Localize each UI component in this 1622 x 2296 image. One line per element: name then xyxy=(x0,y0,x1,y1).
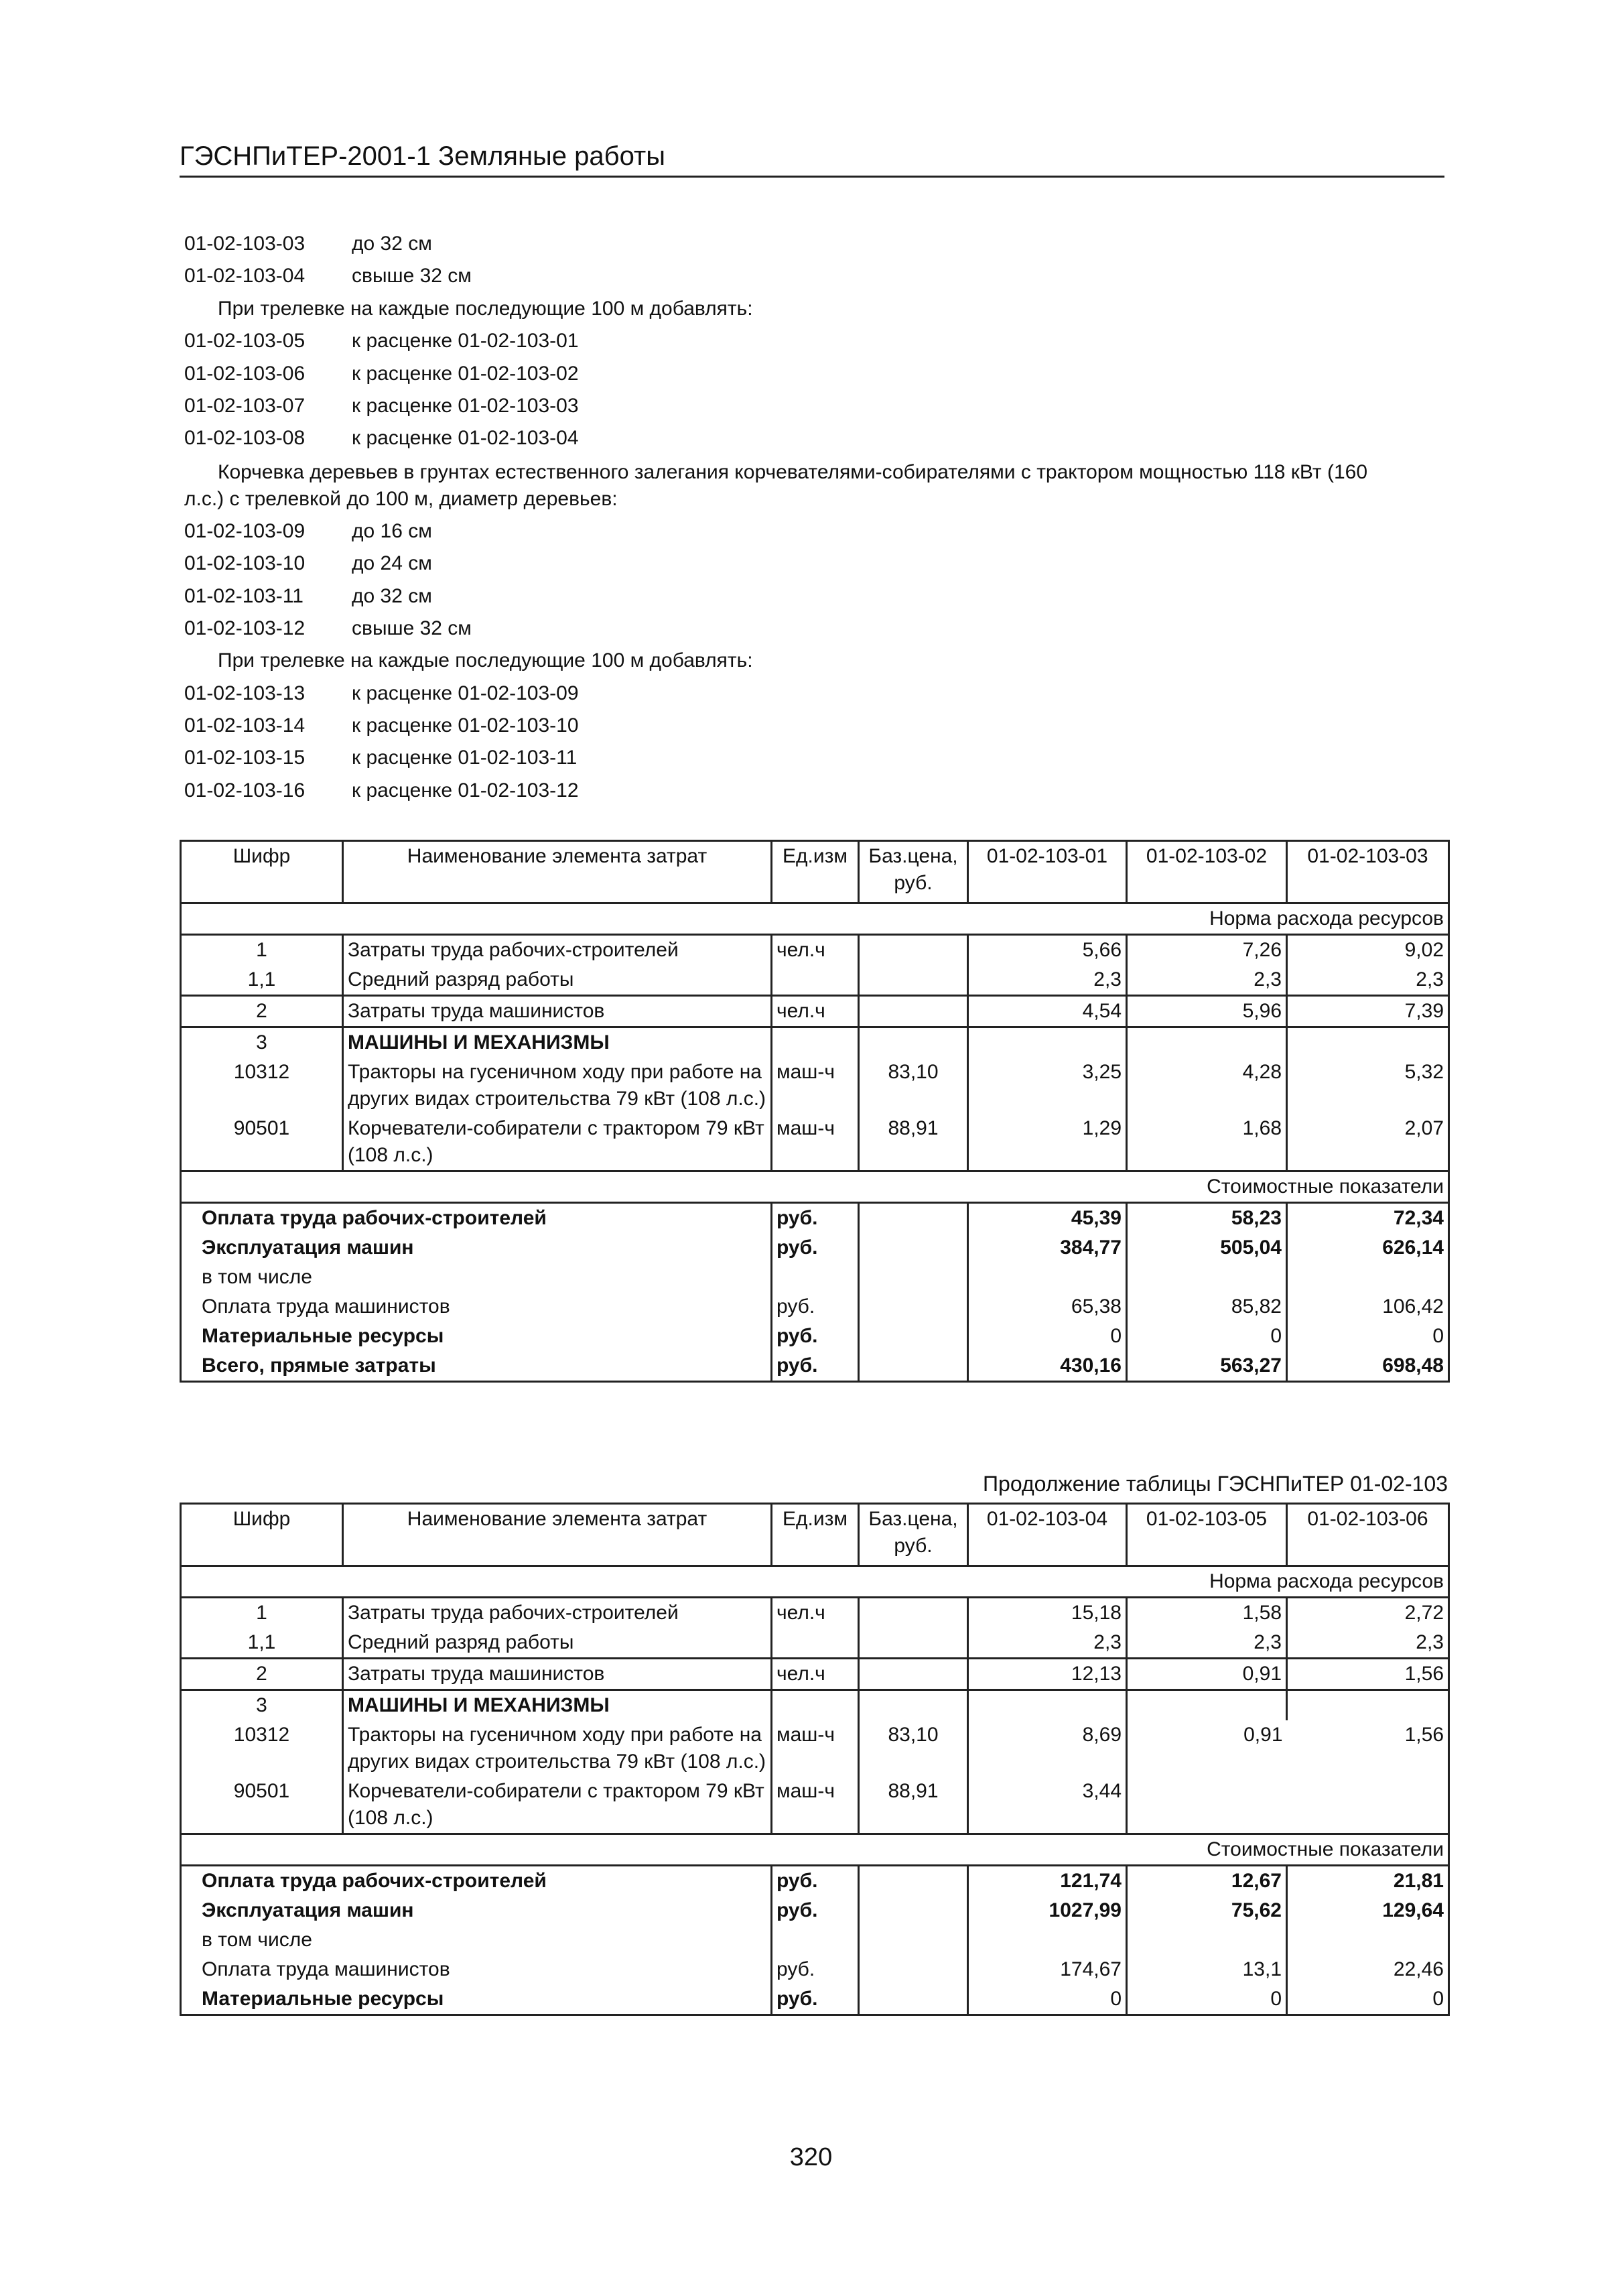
trelevka-note: При трелевке на каждые последующие 100 м добавлять: xyxy=(218,297,753,320)
cost-row: в том числе xyxy=(181,1925,1449,1955)
col-header-code: 01-02-103-04 xyxy=(968,1504,1127,1566)
list-item: 01-02-103-09 до 16 см xyxy=(184,519,432,542)
list-item: 01-02-103-12 свыше 32 см xyxy=(184,617,472,639)
continuation-caption: Продолжение таблицы ГЭСНПиТЕР 01-02-103 xyxy=(983,1472,1448,1496)
col-header-price: Баз.цена, руб. xyxy=(859,1504,968,1566)
col-header-code: 01-02-103-05 xyxy=(1127,1504,1287,1566)
list-item: 01-02-103-05 к расценке 01-02-103-01 xyxy=(184,330,579,353)
table-row: 90501 Корчеватели-собиратели с трактором 79 кВт (108 л.с.) маш-ч 88,91 3,44 xyxy=(181,1777,1449,1834)
col-header-price: Баз.цена, руб. xyxy=(859,841,968,903)
cost-label-row: Стоимостные показатели xyxy=(181,1834,1449,1866)
col-header-name: Наименование элемента затрат xyxy=(343,1504,772,1566)
table-row: 1 Затраты труда рабочих-строителей чел.ч 5,66 7,26 9,02 xyxy=(181,935,1449,966)
cost-row: Оплата труда машинистов руб. 65,38 85,82 106,42 xyxy=(181,1292,1449,1322)
col-header-code: 01-02-103-02 xyxy=(1127,841,1287,903)
table-row: 10312 Тракторы на гусеничном ходу при работе на других видах строительства 79 кВт (108 л.с.) маш-ч 83,10 8,69 0,91 1,56 xyxy=(181,1720,1449,1777)
table-row: 90501 Корчеватели-собиратели с трактором 79 кВт (108 л.с.) маш-ч 88,91 1,29 1,68 2,07 xyxy=(181,1114,1449,1171)
col-header-unit: Ед.изм xyxy=(772,841,859,903)
col-header-unit: Ед.изм xyxy=(772,1504,859,1566)
cost-row: Оплата труда рабочих-строителей руб. 121,74 12,67 21,81 xyxy=(181,1866,1449,1897)
table-row: 3 МАШИНЫ И МЕХАНИЗМЫ xyxy=(181,1027,1449,1058)
col-header-code: 01-02-103-03 xyxy=(1287,841,1449,903)
list-item: 01-02-103-07 к расценке 01-02-103-03 xyxy=(184,394,579,417)
norm-label-row: Норма расхода ресурсов xyxy=(181,903,1449,935)
cost-row: Оплата труда машинистов руб. 174,67 13,1 22,46 xyxy=(181,1955,1449,1984)
norm-table-2 xyxy=(180,1503,1448,2016)
list-item: 01-02-103-08 к расценке 01-02-103-04 xyxy=(184,427,579,450)
table-row: 1,1 Средний разряд работы 2,3 2,3 2,3 xyxy=(181,965,1449,996)
cost-row: Материальные ресурсы руб. 0 0 0 xyxy=(181,1984,1449,2015)
list-item: 01-02-103-15 к расценке 01-02-103-11 xyxy=(184,747,578,769)
norm-table-1 xyxy=(180,840,1448,1383)
norm-label-row: Норма расхода ресурсов xyxy=(181,1566,1449,1598)
col-header-shifr: Шифр xyxy=(181,841,343,903)
cost-row: Материальные ресурсы руб. 0 0 0 xyxy=(181,1322,1449,1351)
list-item: 01-02-103-10 до 24 см xyxy=(184,552,432,575)
table-row: 10312 Тракторы на гусеничном ходу при работе на других видах строительства 79 кВт (108 л.с.) маш-ч 83,10 3,25 4,28 5,32 xyxy=(181,1058,1449,1114)
page-header: ГЭСНПиТЕР-2001-1 Земляные работы xyxy=(180,139,1444,178)
list-item: 01-02-103-11 до 32 см xyxy=(184,584,432,607)
col-header-code: 01-02-103-01 xyxy=(968,841,1127,903)
list-item: 01-02-103-03 до 32 см xyxy=(184,233,432,255)
col-header-code: 01-02-103-06 xyxy=(1287,1504,1449,1566)
cost-row: Всего, прямые затраты руб. 430,16 563,27 698,48 xyxy=(181,1351,1449,1382)
list-item: 01-02-103-04 свыше 32 см xyxy=(184,265,472,288)
list-item: 01-02-103-14 к расценке 01-02-103-10 xyxy=(184,714,579,737)
cost-row: Оплата труда рабочих-строителей руб. 45,39 58,23 72,34 xyxy=(181,1203,1449,1234)
section-paragraph: Корчевка деревьев в грунтах естественного залегания корчевателями-собирателями с трактором мощностью 118 кВт (160 л.с.) с трелевкой до 100 м, диаметр деревьев: xyxy=(184,460,1368,510)
list-item: 01-02-103-06 к расценке 01-02-103-02 xyxy=(184,362,579,385)
list-item: 01-02-103-13 к расценке 01-02-103-09 xyxy=(184,682,579,704)
intro-section xyxy=(184,228,1457,807)
table-row: 1 Затраты труда рабочих-строителей чел.ч 15,18 1,58 2,72 xyxy=(181,1598,1449,1629)
col-header-name: Наименование элемента затрат xyxy=(343,841,772,903)
table-row: 2 Затраты труда машинистов чел.ч 12,13 0,91 1,56 xyxy=(181,1659,1449,1690)
page-number: 320 xyxy=(789,2143,833,2171)
col-header-shifr: Шифр xyxy=(181,1504,343,1566)
table-row: 1,1 Средний разряд работы 2,3 2,3 2,3 xyxy=(181,1628,1449,1659)
list-item: 01-02-103-16 к расценке 01-02-103-12 xyxy=(184,779,579,802)
table-header-row xyxy=(181,1504,1449,1566)
trelevka-note: При трелевке на каждые последующие 100 м добавлять: xyxy=(218,649,753,672)
table-row: 2 Затраты труда машинистов чел.ч 4,54 5,96 7,39 xyxy=(181,996,1449,1027)
cost-label-row: Стоимостные показатели xyxy=(181,1171,1449,1203)
cost-row: Эксплуатация машин руб. 1027,99 75,62 129,64 xyxy=(181,1896,1449,1925)
cost-row: в том числе xyxy=(181,1263,1449,1292)
table-header-row xyxy=(181,841,1449,903)
table-row: 3 МАШИНЫ И МЕХАНИЗМЫ xyxy=(181,1690,1449,1721)
cost-row: Эксплуатация машин руб. 384,77 505,04 626,14 xyxy=(181,1233,1449,1263)
